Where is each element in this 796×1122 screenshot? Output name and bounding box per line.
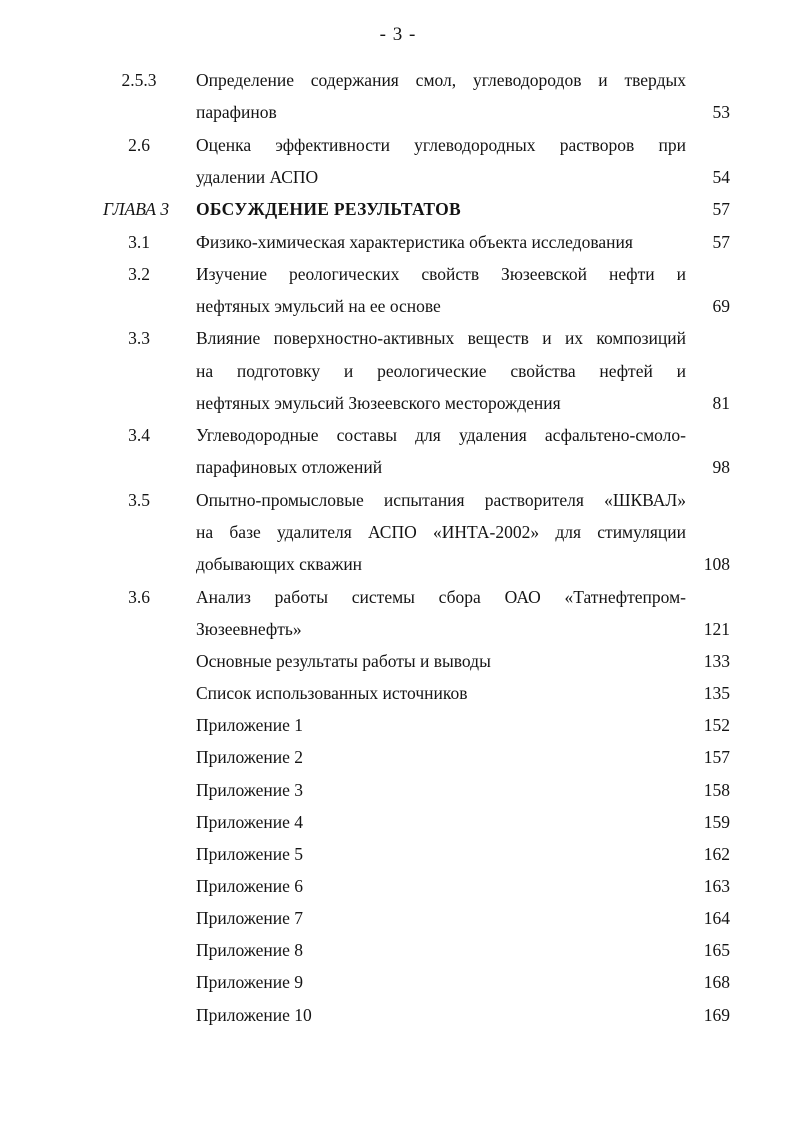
toc-entry-title-line: Приложение 3 bbox=[196, 780, 304, 800]
toc-entry-page: 158 bbox=[703, 780, 730, 800]
toc-chapter-title: ОБСУЖДЕНИЕ РЕЗУЛЬТАТОВ bbox=[196, 199, 462, 219]
toc-entry-title-line: Основные результаты работы и выводы bbox=[196, 651, 491, 671]
toc-entry-number: 3.1 bbox=[128, 232, 150, 252]
toc-entry-title-line: добывающих скважин bbox=[196, 554, 363, 574]
toc-entry-number: 2.5.3 bbox=[121, 70, 157, 90]
toc-entry-page: 108 bbox=[703, 554, 730, 574]
toc-entry-page: 98 bbox=[712, 457, 730, 477]
toc-entry-page: 165 bbox=[703, 940, 730, 960]
toc-entry-page: 164 bbox=[703, 908, 730, 928]
toc-entry-title-line: Приложение 7 bbox=[196, 908, 304, 928]
toc-entry-page: 157 bbox=[703, 747, 730, 767]
toc-entry-title-line: Физико-химическая характеристика объекта исследования bbox=[196, 232, 633, 252]
toc-entry-title-line: Опытно-промысловые испытания растворителя «ШКВАЛ» bbox=[196, 490, 686, 510]
toc-entry-number: 3.4 bbox=[128, 425, 150, 445]
toc-entry-title-line: Углеводородные составы для удаления асфальтено-смоло- bbox=[196, 425, 686, 445]
toc-entry-page: 57 bbox=[712, 199, 730, 219]
toc-entry-number: 3.5 bbox=[128, 490, 150, 510]
toc-entry-page: 159 bbox=[703, 812, 730, 832]
toc-entry-title-line: Определение содержания смол, углеводородов и твердых bbox=[196, 70, 686, 90]
toc-entry-title-line: Приложение 5 bbox=[196, 844, 304, 864]
toc-entry-title-line: нефтяных эмульсий Зюзеевского месторождения bbox=[196, 393, 561, 413]
toc-entry-title-line: удалении АСПО bbox=[196, 167, 319, 187]
toc-entry-title-line: на базе удалителя АСПО «ИНТА-2002» для стимуляции bbox=[196, 522, 686, 542]
toc-entry-page: 133 bbox=[703, 651, 730, 671]
toc-entry-title-line: парафинов bbox=[196, 102, 277, 122]
toc-entry-number: 3.6 bbox=[128, 587, 150, 607]
page-number: - 3 - bbox=[379, 24, 417, 45]
toc-entry-title-line: Список использованных источников bbox=[196, 683, 468, 703]
toc-entry-number: 3.3 bbox=[128, 328, 150, 348]
toc-entry-page: 163 bbox=[703, 876, 730, 896]
toc-entry-title-line: Анализ работы системы сбора ОАО «Татнефтепром- bbox=[196, 587, 686, 607]
toc-entry-page: 69 bbox=[712, 296, 730, 316]
toc-entry-title-line: Влияние поверхностно-активных веществ и их композиций bbox=[196, 328, 686, 348]
toc-entry-title-line: парафиновых отложений bbox=[196, 457, 383, 477]
toc-entry-title-line: Приложение 9 bbox=[196, 972, 304, 992]
toc-entry-page: 168 bbox=[703, 972, 730, 992]
toc-entry-number: 2.6 bbox=[128, 135, 150, 155]
toc-entry-page: 57 bbox=[712, 232, 730, 252]
toc-entry-page: 54 bbox=[712, 167, 730, 187]
toc-entry-page: 121 bbox=[703, 619, 730, 639]
toc-entry-title-line: Приложение 10 bbox=[196, 1005, 312, 1025]
toc-entry-page: 53 bbox=[712, 102, 730, 122]
toc-entry-title-line: нефтяных эмульсий на ее основе bbox=[196, 296, 441, 316]
toc-entry-page: 152 bbox=[703, 715, 730, 735]
toc-entry-title-line: Приложение 8 bbox=[196, 940, 304, 960]
toc-entry-page: 81 bbox=[712, 393, 730, 413]
toc-entry-page: 162 bbox=[703, 844, 730, 864]
toc-entry-number: 3.2 bbox=[128, 264, 150, 284]
toc-entry-title-line: Приложение 2 bbox=[196, 747, 304, 767]
toc-entry-title-line: Зюзеевнефть» bbox=[196, 619, 302, 639]
toc-entry-title-line: Приложение 4 bbox=[196, 812, 304, 832]
toc-entry-title-line: Приложение 6 bbox=[196, 876, 304, 896]
toc-entry-title-line: Оценка эффективности углеводородных растворов при bbox=[196, 135, 686, 155]
toc-entry-title-line: Изучение реологических свойств Зюзеевской нефти и bbox=[196, 264, 686, 284]
toc-entry-page: 135 bbox=[703, 683, 730, 703]
toc-entry-title-line: на подготовку и реологические свойства нефтей и bbox=[196, 361, 686, 381]
toc-entry-title-line: Приложение 1 bbox=[196, 715, 304, 735]
toc-chapter-label: ГЛАВА 3 bbox=[103, 199, 170, 219]
toc-entry-page: 169 bbox=[703, 1005, 730, 1025]
